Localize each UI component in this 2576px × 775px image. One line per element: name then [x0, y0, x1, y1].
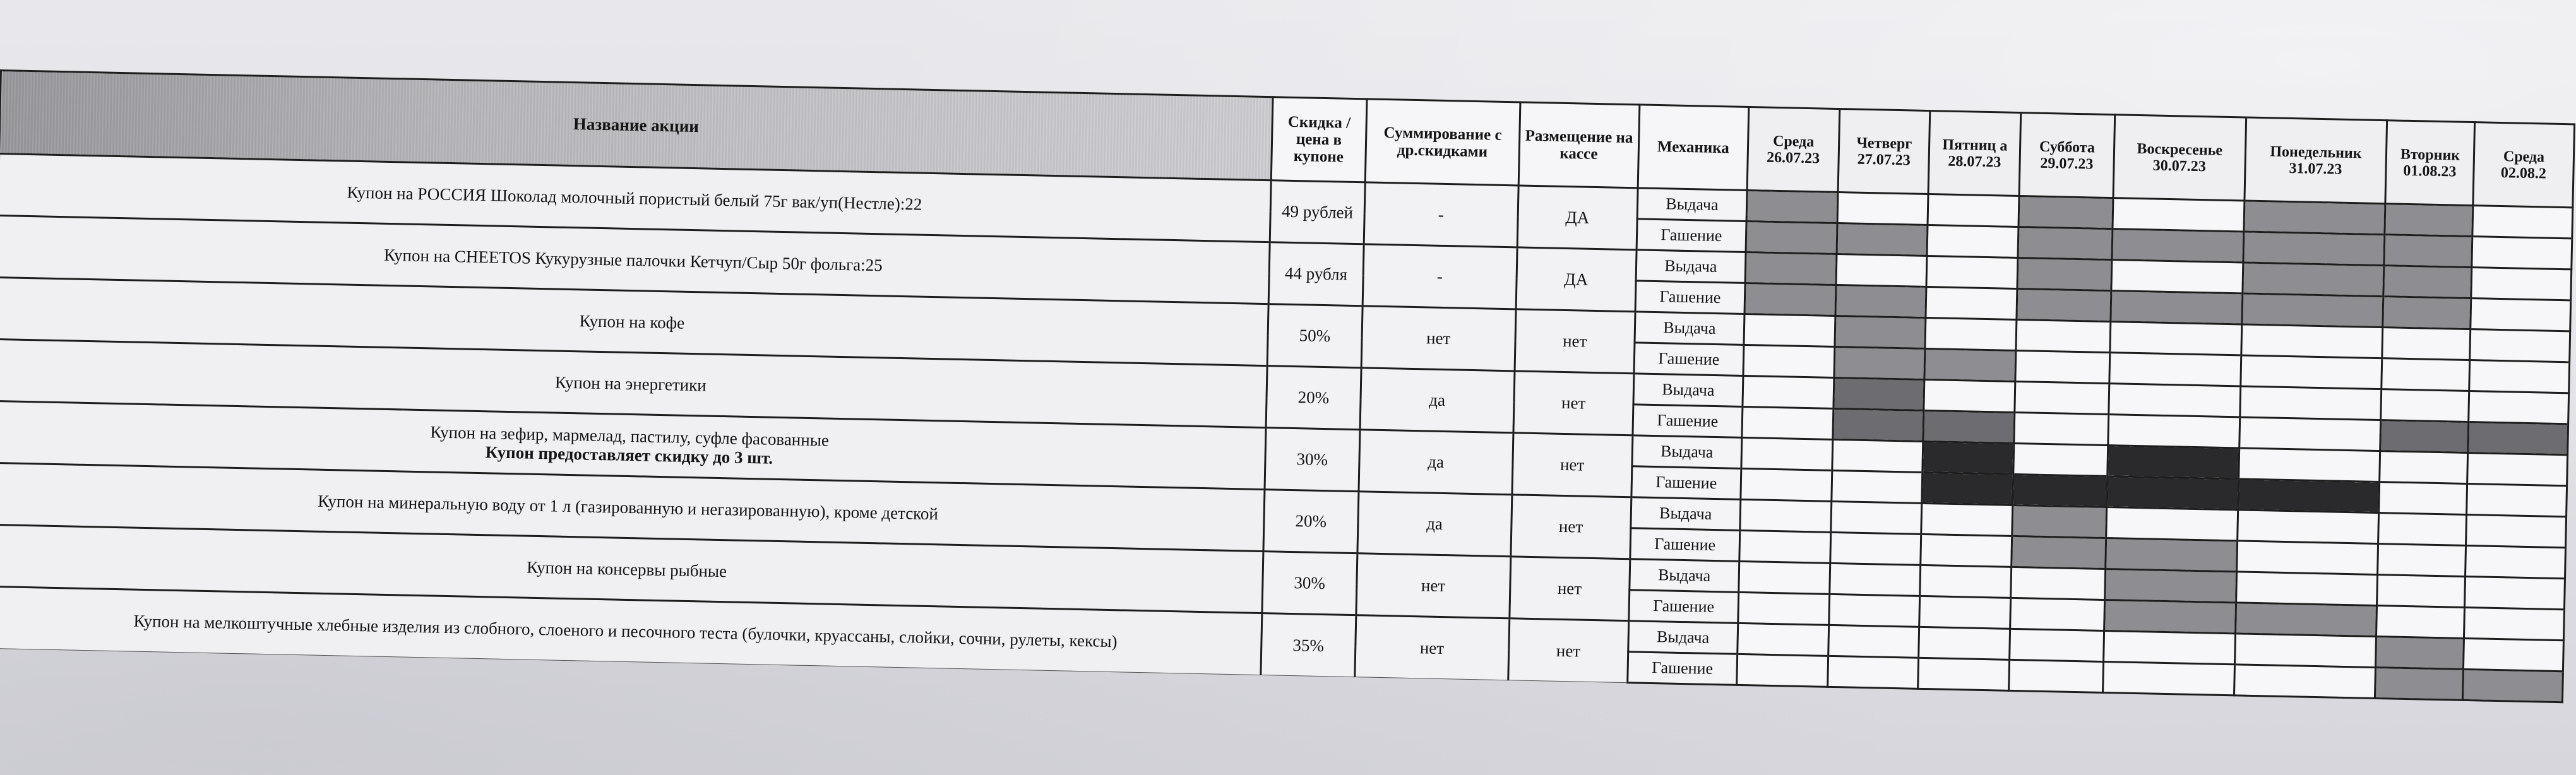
schedule-cell-empty: [2470, 329, 2570, 362]
schedule-cell-empty: [2467, 483, 2567, 516]
schedule-cell-empty: [2380, 451, 2468, 484]
schedule-cell-empty: [2469, 391, 2569, 424]
mechanic-redeem: Гашение: [1631, 466, 1741, 500]
schedule-cell-filled: [2243, 263, 2384, 297]
schedule-cell-empty: [1743, 376, 1834, 408]
schedule-cell-empty: [2378, 513, 2467, 546]
header-day: [2385, 121, 2475, 206]
schedule-cell-empty: [2009, 660, 2104, 692]
header-mechanics: Механика: [1638, 105, 1749, 191]
schedule-cell-filled: [2104, 600, 2236, 633]
schedule-cell-empty: [1832, 439, 1924, 472]
schedule-cell-filled: [2105, 538, 2237, 572]
mechanic-redeem: Гашение: [1637, 219, 1747, 252]
schedule-cell-filled: [1922, 472, 2013, 505]
schedule-cell-empty: [1737, 654, 1828, 687]
promo-name: Купон на CHEETOS Кукурузные палочки Кетчуп/Сыр 50г фольга:25: [383, 245, 883, 275]
schedule-cell-empty: [1742, 406, 1834, 439]
schedule-cell-empty: [2234, 665, 2375, 699]
schedule-cell-filled: [2235, 603, 2376, 637]
placement-cell: нет: [1513, 371, 1634, 435]
mechanic-issue: Выдача: [1628, 621, 1738, 654]
schedule-cell-empty: [2377, 575, 2466, 608]
schedule-cell-filled: [2107, 446, 2239, 479]
header-day: [2473, 122, 2575, 208]
promo-name: Купон на кофе: [579, 311, 685, 333]
day-date: 02.08.2: [2500, 164, 2547, 182]
header-day: [2113, 115, 2246, 201]
header-promo-name: Название акции: [0, 71, 1273, 180]
day-name: Пятниц а: [1942, 136, 2008, 155]
schedule-cell-empty: [1738, 592, 1830, 625]
placement-cell: нет: [1515, 309, 1635, 374]
promo-schedule-table: [0, 69, 2575, 703]
schedule-cell-empty: [1828, 625, 1919, 658]
placement-cell: нет: [1511, 495, 1631, 559]
discount-cell: 20%: [1266, 366, 1361, 430]
schedule-cell-empty: [1739, 561, 1830, 594]
schedule-cell-empty: [2239, 417, 2381, 451]
schedule-cell-empty: [2010, 629, 2104, 661]
schedule-cell-filled: [2385, 204, 2473, 237]
schedule-cell-empty: [1921, 503, 2013, 536]
schedule-cell-empty: [2015, 381, 2109, 414]
schedule-cell-empty: [1743, 345, 1835, 377]
schedule-cell-filled: [1923, 441, 2014, 474]
schedule-cell-filled: [2238, 479, 2380, 513]
schedule-cell-empty: [2239, 448, 2380, 482]
schedule-cell-empty: [2382, 328, 2471, 360]
schedule-cell-empty: [2234, 634, 2376, 668]
schedule-cell-filled: [1744, 283, 1836, 316]
schedule-cell-empty: [1927, 225, 2018, 258]
promo-note: Купон предоставляет скидку до 3 шт.: [485, 442, 773, 468]
schedule-cell-empty: [1827, 656, 1919, 689]
schedule-cell-filled: [1835, 316, 1926, 348]
combine-cell: да: [1357, 492, 1512, 557]
schedule-cell-empty: [2113, 198, 2245, 232]
mechanic-redeem: Гашение: [1627, 652, 1738, 685]
schedule-cell-empty: [2376, 606, 2465, 639]
mechanic-issue: Выдача: [1632, 435, 1743, 469]
schedule-cell-empty: [1926, 287, 2017, 319]
placement-cell: нет: [1512, 433, 1633, 497]
schedule-cell-empty: [2379, 482, 2467, 515]
schedule-cell-empty: [2011, 567, 2106, 600]
combine-cell: -: [1363, 244, 1517, 309]
discount-cell: 20%: [1263, 490, 1359, 553]
schedule-cell-empty: [2241, 324, 2383, 358]
promo-name: Купон на РОССИЯ Шоколад молочный пористый белый 75г вак/уп(Нестле):22: [347, 182, 922, 214]
schedule-cell-filled: [2017, 288, 2111, 321]
day-date: 29.07.23: [2040, 155, 2094, 172]
day-date: 27.07.23: [1857, 151, 1911, 169]
schedule-cell-empty: [2472, 237, 2572, 269]
schedule-cell-empty: [1740, 499, 1832, 532]
day-date: 31.07.23: [2289, 160, 2342, 178]
schedule-cell-empty: [2014, 412, 2109, 445]
schedule-cell-empty: [2016, 319, 2111, 352]
mechanic-issue: Выдача: [1629, 559, 1739, 593]
schedule-cell-empty: [2237, 541, 2378, 575]
placement-cell: ДА: [1517, 186, 1638, 250]
combine-cell: нет: [1361, 306, 1516, 371]
schedule-cell-filled: [2104, 569, 2236, 603]
schedule-cell-empty: [2240, 386, 2382, 420]
schedule-cell-filled: [2017, 257, 2112, 290]
schedule-cell-empty: [2466, 514, 2567, 547]
schedule-cell-filled: [1837, 223, 1928, 256]
schedule-cell-empty: [2111, 260, 2243, 293]
day-name: Понедельник: [2270, 143, 2362, 162]
schedule-cell-empty: [2463, 638, 2563, 671]
schedule-cell-empty: [2109, 353, 2241, 386]
schedule-cell-empty: [2469, 360, 2570, 393]
mechanic-redeem: Гашение: [1635, 281, 1746, 314]
mechanic-issue: Выдача: [1636, 250, 1746, 283]
header-day: [2245, 117, 2387, 204]
schedule-cell-filled: [2242, 293, 2383, 328]
schedule-cell-filled: [1835, 285, 1927, 317]
day-name: Среда: [1772, 133, 1815, 150]
promo-name: Купон на энергетики: [554, 372, 707, 395]
header-day: [1928, 111, 2020, 196]
promo-name: Купон на консервы рыбные: [526, 557, 727, 581]
schedule-cell-empty: [2378, 544, 2466, 577]
schedule-cell-empty: [2015, 350, 2110, 383]
schedule-cell-filled: [1924, 348, 2016, 381]
schedule-cell-empty: [1921, 534, 2012, 567]
schedule-cell-filled: [1834, 346, 1926, 379]
schedule-cell-empty: [2108, 415, 2239, 448]
schedule-cell-filled: [2018, 227, 2113, 260]
mechanic-issue: Выдача: [1630, 497, 1741, 531]
schedule-cell-empty: [1829, 563, 1921, 596]
combine-cell: нет: [1356, 553, 1510, 618]
schedule-cell-empty: [1918, 658, 2010, 690]
schedule-cell-empty: [1741, 468, 1832, 501]
discount-cell: 50%: [1267, 304, 1363, 368]
schedule-cell-empty: [2464, 607, 2564, 640]
schedule-cell-filled: [2013, 474, 2108, 507]
day-date: 26.07.23: [1766, 149, 1820, 167]
promo-name: Купон на зефир, мармелад, пастилу, суфле фасованные: [429, 422, 830, 450]
promo-schedule-document: [0, 69, 2575, 703]
discount-cell: 30%: [1265, 428, 1360, 492]
schedule-cell-filled: [2012, 536, 2106, 569]
schedule-cell-empty: [1738, 623, 1829, 656]
schedule-cell-empty: [1919, 627, 2010, 660]
header-discount: Скидка / цена в купоне: [1271, 97, 1366, 182]
day-name: Воскресенье: [2137, 140, 2223, 159]
schedule-cell-filled: [2243, 232, 2385, 266]
schedule-cell-filled: [2110, 291, 2242, 324]
mechanic-redeem: Гашение: [1633, 405, 1743, 438]
schedule-cell-empty: [2103, 630, 2235, 664]
header-combine: Суммирование с др.скидками: [1365, 99, 1520, 186]
combine-cell: нет: [1354, 615, 1509, 680]
schedule-cell-filled: [1745, 252, 1837, 285]
schedule-cell-empty: [1828, 594, 1920, 627]
schedule-cell-empty: [2464, 576, 2565, 609]
day-date: 28.07.23: [1948, 153, 2001, 170]
table-body: [0, 154, 2573, 702]
mechanic-issue: Выдача: [1635, 312, 1745, 345]
discount-cell: 44 рубля: [1268, 242, 1364, 306]
schedule-cell-filled: [2244, 201, 2385, 235]
schedule-cell-empty: [2382, 358, 2470, 391]
schedule-cell-filled: [1834, 377, 1925, 410]
mechanic-issue: Выдача: [1637, 188, 1748, 222]
schedule-cell-filled: [1746, 190, 1838, 223]
schedule-cell-empty: [1926, 256, 2018, 288]
schedule-cell-filled: [2375, 668, 2463, 701]
schedule-cell-empty: [1830, 532, 1922, 565]
schedule-cell-empty: [1837, 192, 1929, 225]
schedule-cell-filled: [2383, 297, 2471, 329]
schedule-cell-empty: [2471, 268, 2572, 300]
placement-cell: нет: [1510, 557, 1630, 621]
promo-name: Купон на мелкоштучные хлебные изделия из слобного, слоеного и песочного теста (булочки, круассаны, слойки, сочни, рулеты, кексы): [133, 611, 1118, 651]
discount-cell: 30%: [1262, 552, 1357, 615]
day-date: 01.08.23: [2403, 162, 2457, 180]
mechanic-issue: Выдача: [1633, 374, 1744, 407]
schedule-cell-empty: [2236, 572, 2377, 606]
schedule-cell-empty: [1831, 501, 1923, 534]
placement-cell: ДА: [1516, 247, 1637, 312]
header-day: [1838, 109, 1930, 194]
schedule-cell-empty: [1741, 437, 1833, 470]
schedule-cell-empty: [2109, 322, 2241, 355]
schedule-cell-empty: [1925, 317, 2017, 350]
schedule-cell-empty: [1928, 194, 2019, 227]
schedule-cell-empty: [2102, 661, 2234, 695]
day-name: Суббота: [2039, 138, 2096, 157]
schedule-cell-filled: [1923, 410, 2015, 443]
schedule-cell-filled: [1746, 221, 1837, 254]
schedule-cell-empty: [1920, 565, 2012, 598]
combine-cell: да: [1359, 430, 1513, 495]
schedule-cell-empty: [2471, 299, 2571, 331]
schedule-cell-empty: [2241, 355, 2382, 389]
schedule-cell-empty: [1832, 470, 1923, 503]
schedule-cell-empty: [2465, 545, 2565, 578]
schedule-cell-filled: [2462, 669, 2563, 702]
mechanic-redeem: Гашение: [1634, 343, 1744, 376]
header-day: [1747, 107, 1839, 192]
schedule-cell-empty: [1744, 314, 1835, 346]
schedule-cell-filled: [1833, 408, 1924, 441]
schedule-cell-filled: [2106, 476, 2238, 510]
discount-cell: 49 рублей: [1270, 180, 1365, 244]
schedule-cell-filled: [2384, 235, 2472, 268]
schedule-cell-empty: [2013, 443, 2108, 476]
day-date: 30.07.23: [2152, 157, 2207, 175]
header-placement: Размещение на кассе: [1518, 102, 1640, 188]
schedule-cell-filled: [2380, 420, 2469, 453]
combine-cell: да: [1360, 368, 1515, 433]
schedule-cell-empty: [1739, 530, 1831, 563]
day-name: Среда: [2503, 148, 2545, 165]
schedule-cell-filled: [2112, 229, 2244, 263]
mechanic-redeem: Гашение: [1630, 528, 1740, 562]
mechanic-redeem: Гашение: [1628, 590, 1739, 624]
schedule-cell-empty: [2010, 598, 2105, 630]
discount-cell: 35%: [1261, 613, 1356, 677]
day-name: Вторник: [2400, 146, 2460, 164]
schedule-cell-empty: [2381, 389, 2469, 422]
day-name: Четверг: [1856, 134, 1912, 152]
schedule-cell-filled: [2018, 196, 2113, 229]
combine-cell: -: [1364, 182, 1518, 247]
schedule-cell-empty: [2472, 206, 2573, 239]
schedule-cell-empty: [2467, 453, 2568, 485]
schedule-cell-empty: [2106, 507, 2238, 541]
schedule-cell-empty: [1924, 379, 2015, 412]
promo-name: Купон на минеральную воду от 1 л (газированную и негазированную), кроме детской: [318, 491, 939, 523]
schedule-cell-filled: [2468, 422, 2568, 454]
schedule-cell-filled: [2012, 505, 2107, 538]
schedule-cell-empty: [2108, 384, 2240, 417]
schedule-cell-filled: [2383, 266, 2472, 299]
schedule-cell-empty: [2238, 510, 2379, 544]
schedule-cell-empty: [1919, 596, 2011, 629]
schedule-cell-filled: [2375, 637, 2464, 670]
header-day: [2019, 113, 2114, 198]
placement-cell: нет: [1508, 618, 1629, 683]
schedule-cell-empty: [1836, 254, 1928, 287]
